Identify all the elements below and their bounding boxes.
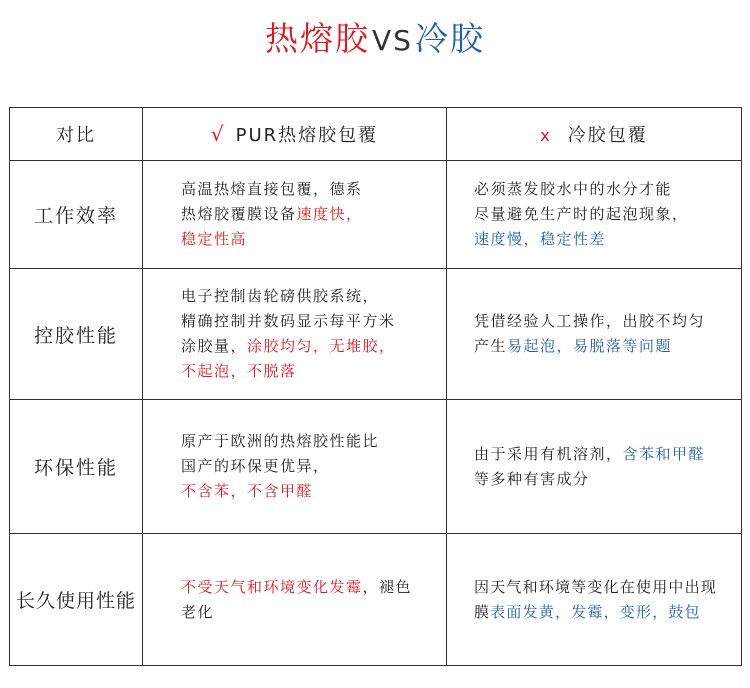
text-line (181, 575, 438, 600)
highlight-red: 不受天气和环境变化发霉 (181, 577, 363, 596)
row-label-environmental: 环保性能 (10, 400, 143, 534)
text-line (474, 442, 735, 467)
header-pur-label: PUR热熔胶包覆 (235, 125, 379, 146)
table-row (10, 400, 742, 534)
highlight-blue: 含苯和甲醛 (622, 444, 706, 463)
highlight-blue: 速度慢，稳定性差 (474, 230, 607, 248)
header-cold-label: 冷胶包覆 (567, 125, 648, 146)
header-cold (447, 108, 742, 161)
text-segment: 涂胶量， (181, 337, 248, 355)
text-line: 原产于欧洲的热熔胶性能比 (181, 432, 380, 450)
header-pur (143, 108, 447, 161)
table-row (10, 269, 742, 400)
title-vs: VS (372, 24, 413, 57)
highlight-red: 速度快， (296, 205, 363, 223)
highlight-red: 不起泡，不脱落 (181, 362, 297, 380)
highlight-blue: 易起泡，易脱落等问题 (507, 337, 673, 355)
text-line: 尽量避免生产时的起泡现象， (474, 205, 689, 223)
highlight-red: 涂胶均匀，无堆胶， (247, 337, 396, 355)
comparison-table (9, 107, 742, 666)
check-icon: √ (210, 122, 226, 146)
text-line: 电子控制齿轮磅供胶系统， (181, 287, 380, 305)
highlight-red: 不含苯，不含甲醛 (181, 482, 314, 500)
text-line: 精确控制并数码显示每平方米 (181, 312, 396, 330)
table-row (10, 161, 742, 269)
table-header-row (10, 108, 742, 161)
page-title (0, 14, 750, 64)
text-line (474, 600, 735, 625)
title-hot-melt: 热熔胶 (265, 19, 371, 58)
cold-glue-control-cell (447, 269, 742, 400)
title-cold-glue: 冷胶 (414, 19, 485, 58)
text-segment: ，褪色 (362, 577, 413, 596)
text-line: 因天气和环境等变化在使用中出现 (474, 577, 718, 596)
cold-durability-cell (447, 534, 742, 666)
text-line: 凭借经验人工操作，出胶不均匀 (474, 312, 706, 330)
row-label-glue-control: 控胶性能 (10, 269, 143, 400)
text-line: 高温热熔直接包覆，德系 (181, 180, 363, 198)
pur-efficiency-cell (143, 161, 447, 269)
text-line: 国产的环保更优异， (181, 457, 330, 475)
text-segment: 产生 (474, 337, 508, 355)
header-compare: 对比 (10, 108, 143, 161)
text-line (181, 202, 438, 227)
pur-durability-cell (143, 534, 447, 666)
text-line: 等多种有害成分 (474, 469, 590, 488)
pur-glue-control-cell (143, 269, 447, 400)
cold-environmental-cell (447, 400, 742, 534)
text-line (181, 334, 438, 359)
cross-icon: x (540, 126, 552, 145)
row-label-efficiency: 工作效率 (10, 161, 143, 269)
text-line (474, 334, 735, 359)
highlight-red: 稳定性高 (181, 230, 248, 248)
text-segment: 热熔胶覆膜设备 (181, 205, 297, 223)
table-row (10, 534, 742, 666)
pur-environmental-cell (143, 400, 447, 534)
text-segment: 膜 (474, 602, 491, 621)
text-line: 必须蒸发胶水中的水分才能 (474, 180, 673, 198)
text-segment: 由于采用有机溶剂， (474, 444, 623, 463)
row-label-durability: 长久使用性能 (10, 534, 143, 666)
highlight-blue: 表面发黄，发霉，变形，鼓包 (490, 602, 701, 621)
text-line: 老化 (181, 602, 215, 621)
cold-efficiency-cell (447, 161, 742, 269)
